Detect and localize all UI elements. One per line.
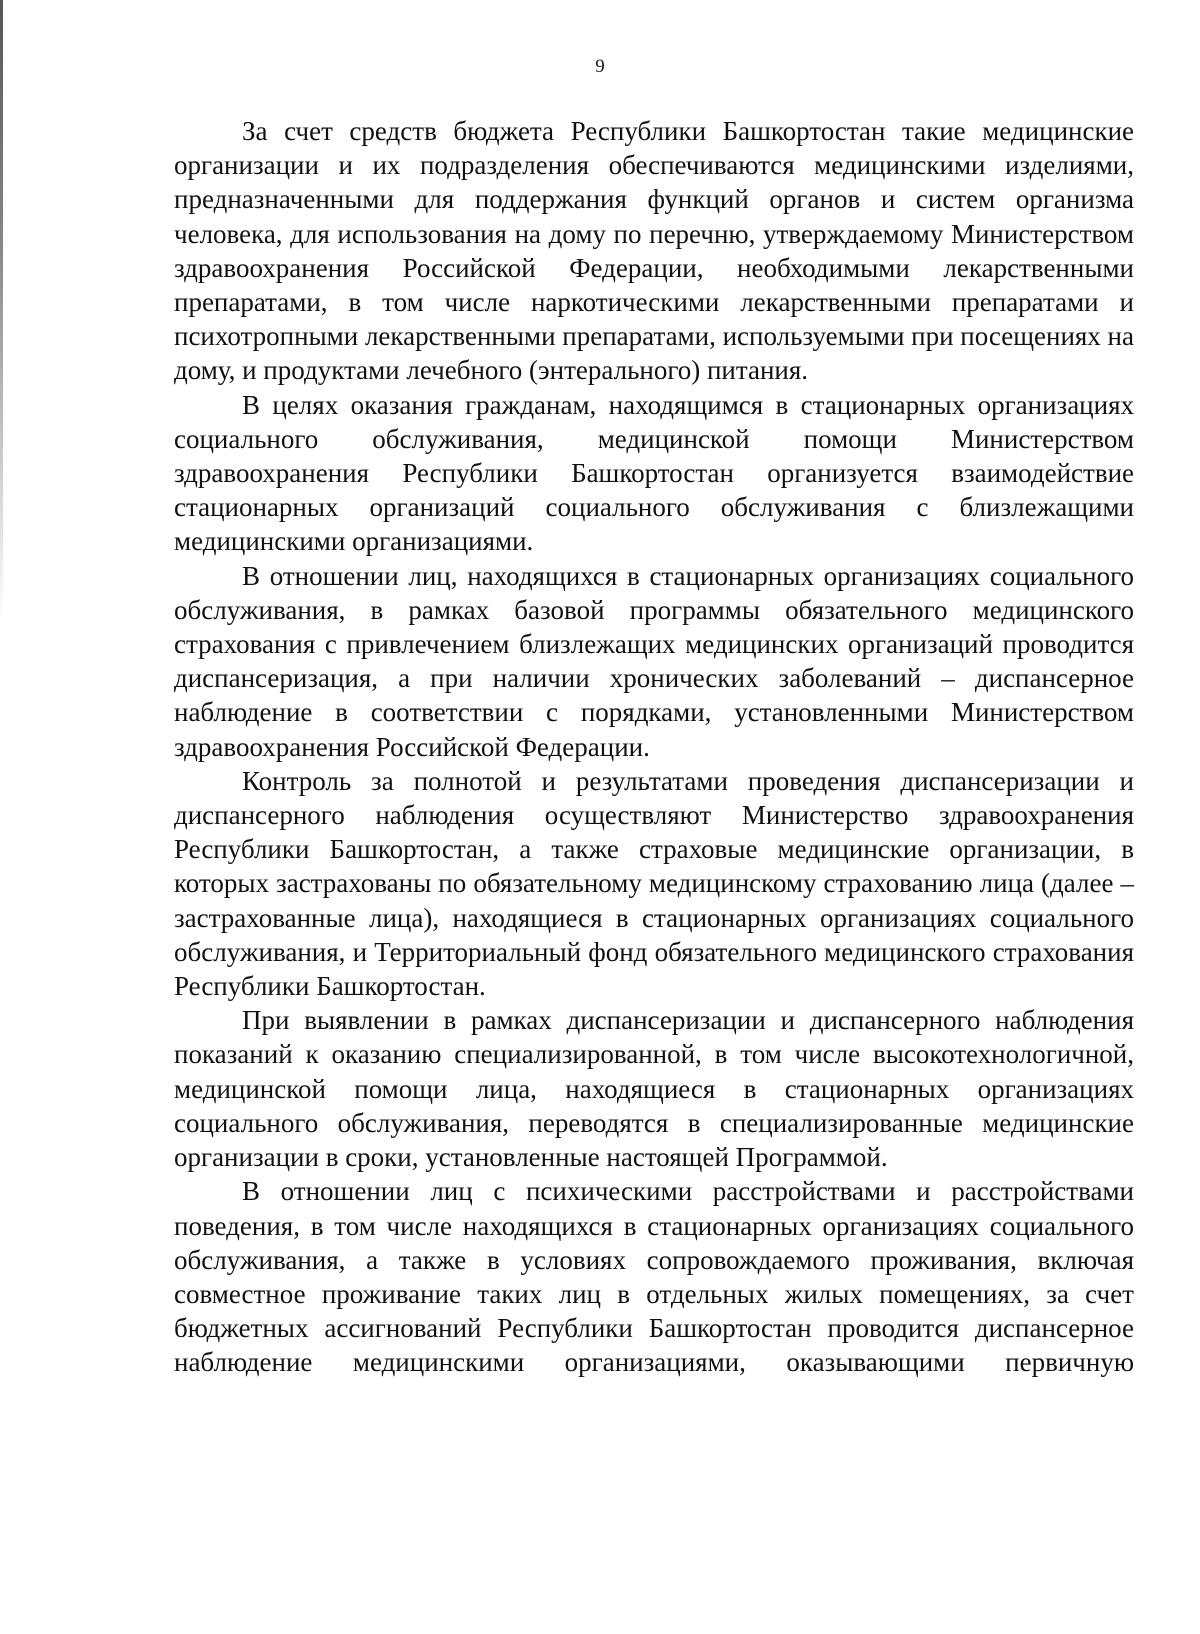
paragraph-mental-disorders: В отношении лиц с психическими расстройствами и расстройствами поведения, в том числе находящихся в стационарных организациях социального обслуживания, а также в условиях сопровождаемого проживания, включая совместное проживание таких лиц в отдельных жилых помещениях, за счет бюджетных ассигнований Республики Башкортостан проводится диспансерное наблюдение медицинскими организациями, оказывающими первичную	[174, 1176, 1134, 1378]
paragraph-dispensary-examination: В отношении лиц, находящихся в стационарных организациях социального обслуживания, в рамках базовой программы обязательного медицинского страхования с привлечением близлежащих медицинских организаций проводится диспансеризация, а при наличии хронических заболеваний – диспансерное наблюдение в соответствии с порядками, установленными Министерством здравоохранения Российской Федерации.	[174, 560, 1134, 762]
paragraph-control: Контроль за полнотой и результатами проведения диспансеризации и диспансерного наблюдения осуществляют Министерство здравоохранения Республики Башкортостан, а также страховые медицинские организации, в которых застрахованы по обязательному медицинскому страхованию лица (далее – застрахованные лица), находящиеся в стационарных организациях социального обслуживания, и Территориальный фонд обязательного медицинского страхования Республики Башкортостан.	[174, 765, 1134, 1002]
document-body	[174, 114, 1134, 1380]
paragraph-medical-supplies: За счет средств бюджета Республики Башкортостан такие медицинские организации и их подразделения обеспечиваются медицинскими изделиями, предназначенными для поддержания функций органов и систем организма человека, для использования на дому по перечню, утверждаемому Министерством здравоохранения Российской Федерации, необходимыми лекарственными препаратами, в том числе наркотическими лекарственными препаратами и психотропными лекарственными препаратами, используемыми при посещениях на дому, и продуктами лечебного (энтерального) питания.	[174, 116, 1134, 386]
page-number: 9	[595, 56, 605, 77]
paragraph-specialized-care-transfer: При выявлении в рамках диспансеризации и диспансерного наблюдения показаний к оказанию специализированной, в том числе высокотехнологичной, медицинской помощи лица, находящиеся в стационарных организациях социального обслуживания, переводятся в специализированные медицинские организации в сроки, установленные настоящей Программой.	[174, 1005, 1134, 1173]
scan-edge-shadow	[0, 0, 3, 620]
paragraph-social-care-interaction: В целях оказания гражданам, находящимся в стационарных организациях социального обслуживания, медицинской помощи Министерством здравоохранения Республики Башкортостан организуется взаимодействие стационарных организаций социального обслуживания с близлежащими медицинскими организациями.	[174, 389, 1134, 557]
